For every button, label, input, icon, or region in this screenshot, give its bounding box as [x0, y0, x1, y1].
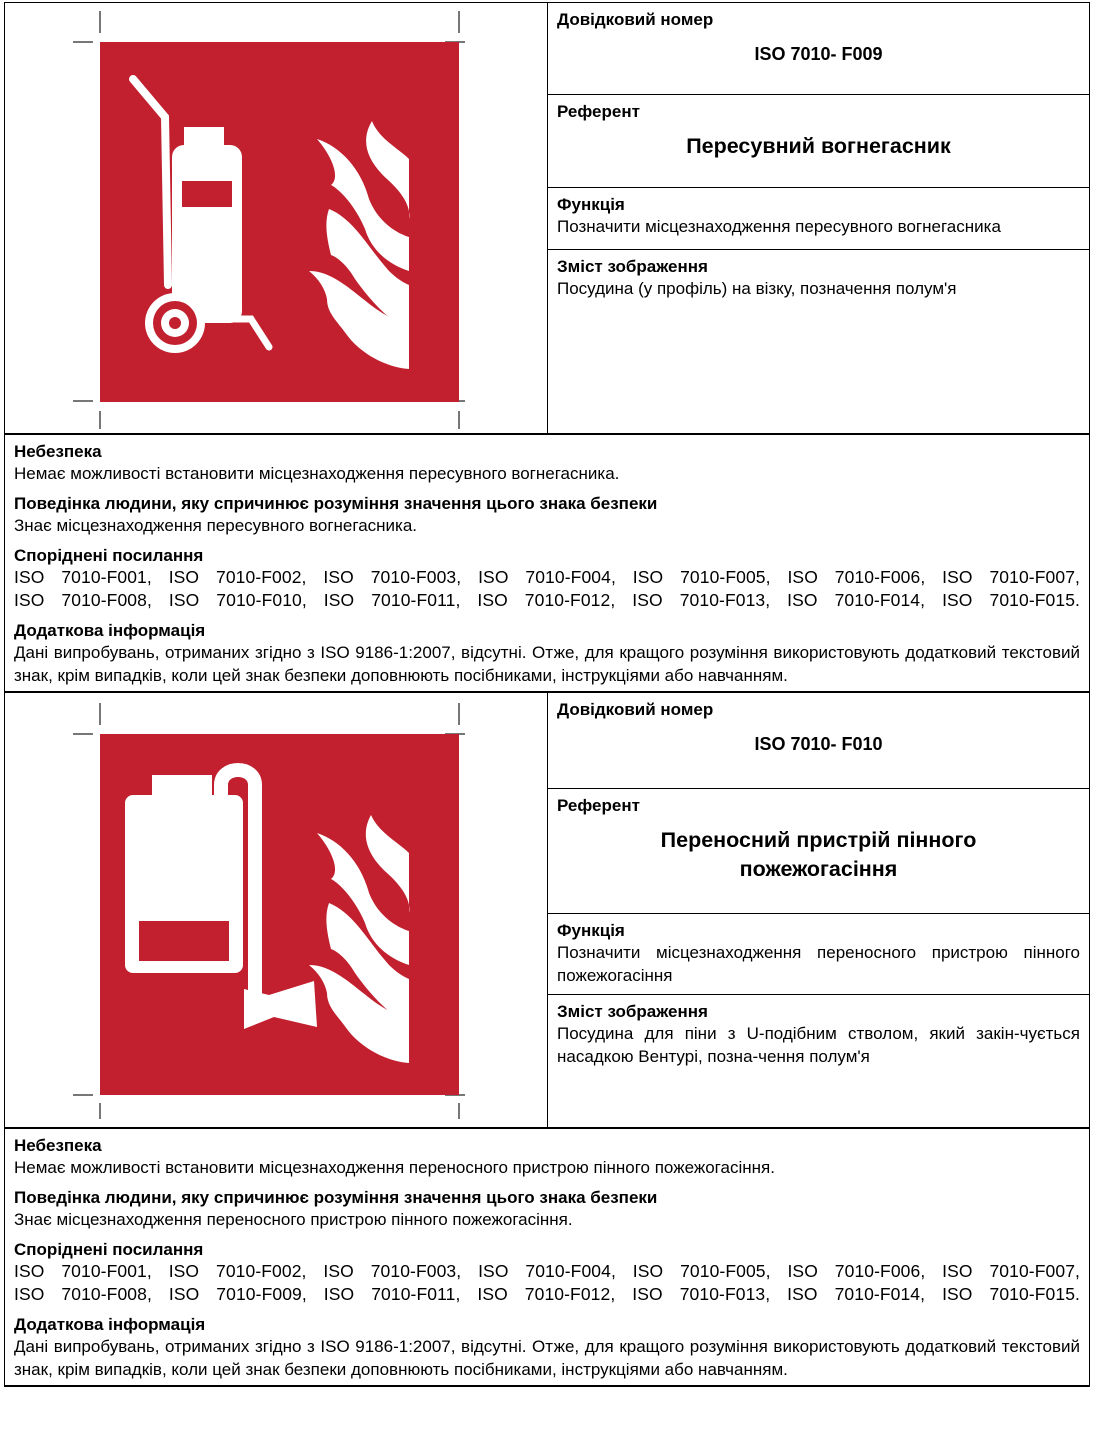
sign-info-cell [548, 693, 1089, 1127]
additional-text: Дані випробувань, отриманих згідно з ISO 9186-1:2007, відсутні. Отже, для кращого розуміння використовують додатковий текстовий знак, крім випадків, коли цей знак безпеки доповнюють посібниками, інструкціями або навчанням. [14, 643, 1080, 685]
sign-details [5, 435, 1089, 691]
additional-label: Додаткова інформація [14, 621, 206, 640]
hazard-section [14, 1135, 1080, 1179]
additional-text: Дані випробувань, отриманих згідно з ISO 9186-1:2007, відсутні. Отже, для кращого розуміння використовують додатковий текстовий знак, крім випадків, коли цей знак безпеки доповнюють посібниками, інструкціями або навчанням. [14, 1337, 1080, 1379]
sign-image-cell [5, 693, 548, 1127]
related-label: Споріднені посилання [14, 546, 204, 565]
referent-title: Пересувний вогнегасник [686, 134, 951, 158]
sign-image-cell [5, 3, 548, 433]
function-text: Позначити місцезнаходження переносного пристрою пінного пожежогасіння [557, 943, 1080, 985]
image-content-text: Посудина для піни з U-подібним стволом, який закін-чується насадкою Вентурі, позна-чення полум'я [557, 1024, 1080, 1066]
behavior-section [14, 1187, 1080, 1231]
function-text: Позначити місцезнаходження пересувного вогнегасника [557, 217, 1001, 236]
hazard-text: Немає можливості встановити місцезнаходження пересувного вогнегасника. [14, 464, 620, 483]
sign-info-cell [548, 3, 1089, 433]
image-content-text: Посудина (у профіль) на візку, позначення полум'я [557, 279, 957, 298]
referent-title: Переносний пристрій пінного пожежогасіння [660, 828, 977, 881]
referent-row [548, 95, 1089, 188]
related-section [14, 545, 1080, 612]
behavior-text: Знає місцезнаходження пересувного вогнегасника. [14, 516, 418, 535]
function-row [548, 914, 1089, 995]
referent-label: Референт [557, 796, 640, 815]
reference-number-row [548, 693, 1089, 789]
sign-details [5, 1129, 1089, 1385]
image-content-row [548, 250, 1089, 433]
reference-number: ISO 7010- F010 [754, 734, 883, 754]
reference-number-row [548, 3, 1089, 95]
function-label: Функція [557, 195, 625, 214]
image-content-label: Зміст зображення [557, 1002, 708, 1021]
related-refs-line-2: ISO 7010-F008, ISO 7010-F009, ISO 7010-F011, ISO 7010-F012, ISO 7010-F013, ISO 7010-F014, ISO 7010-F015. [14, 1284, 1080, 1304]
referent-label: Референт [557, 102, 640, 121]
related-section [14, 1239, 1080, 1306]
hazard-text: Немає можливості встановити місцезнаходження переносного пристрою пінного пожежогасіння. [14, 1158, 775, 1177]
image-content-label: Зміст зображення [557, 257, 708, 276]
behavior-label: Поведінка людини, яку спричинює розуміння значення цього знака безпеки [14, 494, 658, 513]
image-content-row [548, 995, 1089, 1127]
behavior-text: Знає місцезнаходження переносного пристрою пінного пожежогасіння. [14, 1210, 573, 1229]
related-label: Споріднені посилання [14, 1240, 204, 1259]
behavior-section [14, 493, 1080, 537]
behavior-label: Поведінка людини, яку спричинює розуміння значення цього знака безпеки [14, 1188, 658, 1207]
hazard-section [14, 441, 1080, 485]
document-sheet [4, 2, 1090, 1387]
reference-number-label: Довідковий номер [557, 10, 714, 29]
wheeled-fire-extinguisher-sign-icon [69, 9, 469, 429]
reference-number-label: Довідковий номер [557, 700, 714, 719]
related-refs-line-1: ISO 7010-F001, ISO 7010-F002, ISO 7010-F003, ISO 7010-F004, ISO 7010-F005, ISO 7010-F006, ISO 7010-F007, [14, 1261, 1080, 1281]
additional-label: Додаткова інформація [14, 1315, 206, 1334]
hazard-label: Небезпека [14, 1136, 102, 1155]
function-label: Функція [557, 921, 625, 940]
related-refs-line-2: ISO 7010-F008, ISO 7010-F010, ISO 7010-F011, ISO 7010-F012, ISO 7010-F013, ISO 7010-F014, ISO 7010-F015. [14, 590, 1080, 610]
sign-entry-f009 [4, 2, 1090, 691]
hazard-label: Небезпека [14, 442, 102, 461]
referent-row [548, 789, 1089, 914]
function-row [548, 188, 1089, 250]
additional-section [14, 620, 1080, 687]
reference-number: ISO 7010- F009 [754, 44, 883, 64]
foam-extinguisher-sign-icon [69, 699, 469, 1119]
additional-section [14, 1314, 1080, 1381]
sign-entry-f010 [4, 691, 1090, 1387]
related-refs-line-1: ISO 7010-F001, ISO 7010-F002, ISO 7010-F003, ISO 7010-F004, ISO 7010-F005, ISO 7010-F006, ISO 7010-F007, [14, 567, 1080, 587]
